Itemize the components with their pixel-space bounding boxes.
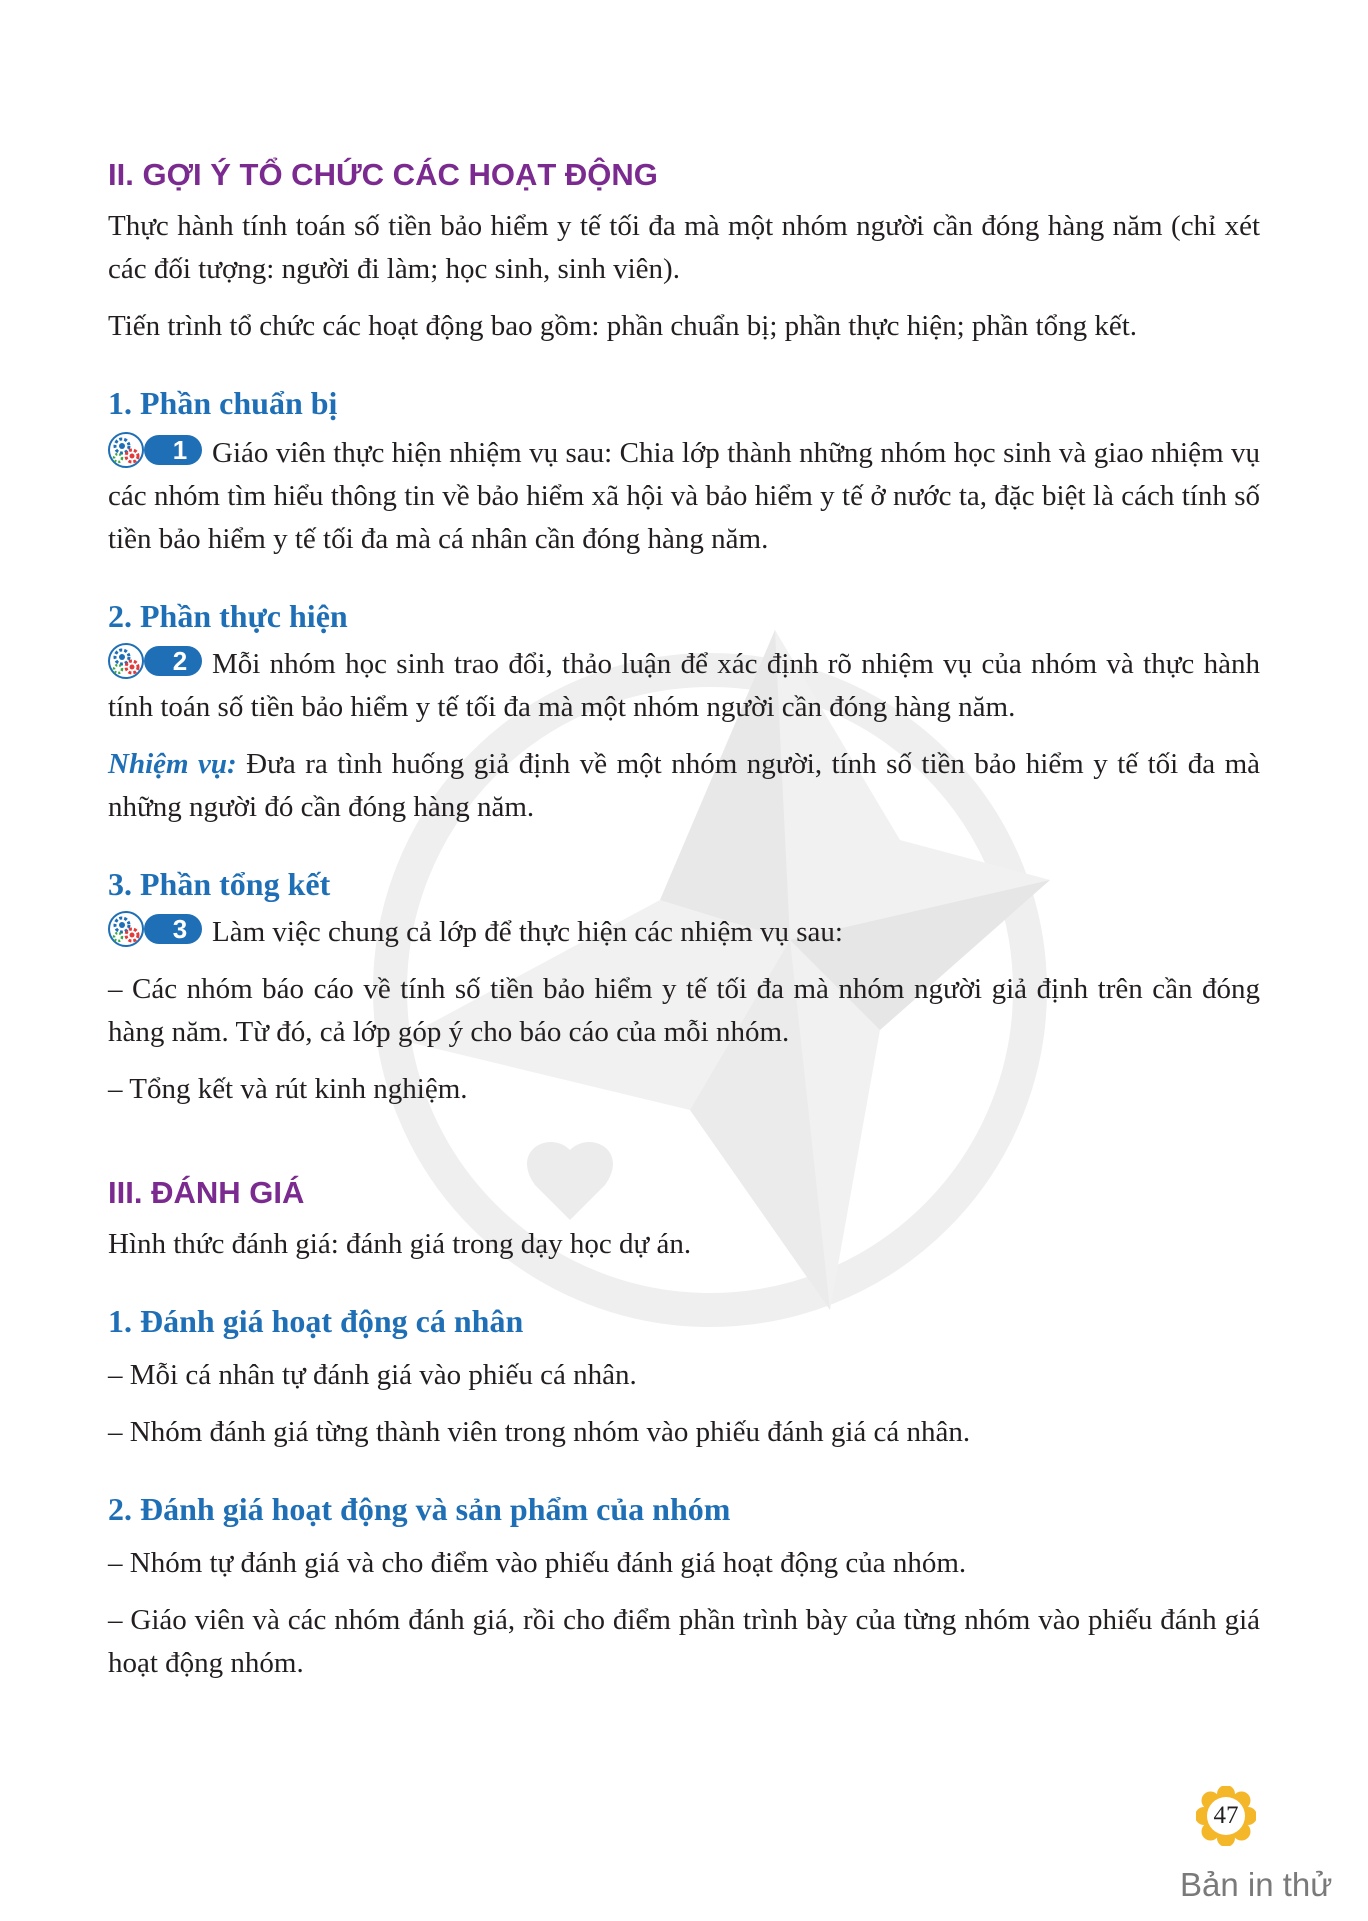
preparation-text: Giáo viên thực hiện nhiệm vụ sau: Chia lớp thành những nhóm học sinh và giao nhiệm vụ các nhóm tìm hiểu thông tin về bảo hiểm xã hội và bảo hiểm y tế ở nước ta, đặc biệt là cách tính số tiền bảo hiểm y tế tối đa mà cá nhân cần đóng hàng năm. [108,437,1260,555]
gears-icon [110,434,142,466]
heading-execution: 2. Phần thực hiện [108,598,348,634]
activity-badge-number: 1 [172,435,188,465]
activity-badge-2 [108,643,204,679]
paragraph-intro: Thực hành tính toán số tiền bảo hiểm y tế tối đa mà một nhóm người cần đóng hàng năm (chỉ xét các đối tượng: người đi làm; học sinh, sinh viên). [108,210,1260,285]
heading-preparation: 1. Phần chuẩn bị [108,385,338,421]
page-number-badge [1196,1786,1256,1846]
individual-bullet-1: – Mỗi cá nhân tự đánh giá vào phiếu cá nhân. [108,1359,637,1391]
execution-text: Mỗi nhóm học sinh trao đổi, thảo luận để xác định rõ nhiệm vụ của nhóm và thực hành tính toán số tiền bảo hiểm y tế tối đa mà một nhóm người cần đóng hàng năm. [108,648,1260,723]
activity-badge-number: 3 [172,914,188,944]
gears-icon [110,645,142,677]
summary-bullet-1: – Các nhóm báo cáo về tính số tiền bảo hiểm y tế tối đa mà nhóm người giả định trên cần đóng hàng năm. Từ đó, cả lớp góp ý cho báo cáo của mỗi nhóm. [108,973,1260,1048]
heading-individual-evaluation: 1. Đánh giá hoạt động cá nhân [108,1303,524,1339]
summary-text: Làm việc chung cả lớp để thực hiện các nhiệm vụ sau: [212,916,843,948]
paragraph-execution [108,643,1260,729]
activity-badge-1 [108,432,204,468]
task-text: Đưa ra tình huống giả định về một nhóm người, tính số tiền bảo hiểm y tế tối đa mà những người đó cần đóng hàng năm. [108,748,1260,823]
paragraph-evaluation-intro: Hình thức đánh giá: đánh giá trong dạy học dự án. [108,1228,692,1260]
paragraph-summary [108,911,1260,954]
task-label: Nhiệm vụ: [108,748,237,780]
heading-summary: 3. Phần tổng kết [108,866,331,902]
section-title-evaluation: III. ĐÁNH GIÁ [108,1175,305,1210]
group-bullet-1: – Nhóm tự đánh giá và cho điểm vào phiếu đánh giá hoạt động của nhóm. [108,1547,967,1579]
paragraph-preparation [108,432,1260,561]
paragraph-task [108,743,1260,829]
heading-group-evaluation: 2. Đánh giá hoạt động và sản phẩm của nhóm [108,1491,731,1527]
footer-proof-label: Bản in thử [1180,1866,1333,1903]
section-title-activities: II. GỢI Ý TỔ CHỨC CÁC HOẠT ĐỘNG [108,157,658,192]
individual-bullet-2: – Nhóm đánh giá từng thành viên trong nhóm vào phiếu đánh giá cá nhân. [108,1416,971,1448]
gears-icon [110,913,142,945]
paragraph-process: Tiến trình tổ chức các hoạt động bao gồm: phần chuẩn bị; phần thực hiện; phần tổng kết. [108,310,1138,342]
page-content [108,155,1260,1685]
activity-badge-3 [108,911,204,947]
activity-badge-number: 2 [172,646,188,676]
page-number: 47 [1213,1802,1239,1829]
summary-bullet-2: – Tổng kết và rút kinh nghiệm. [108,1073,468,1105]
group-bullet-2: – Giáo viên và các nhóm đánh giá, rồi cho điểm phần trình bày của từng nhóm vào phiếu đánh giá hoạt động nhóm. [108,1604,1260,1679]
